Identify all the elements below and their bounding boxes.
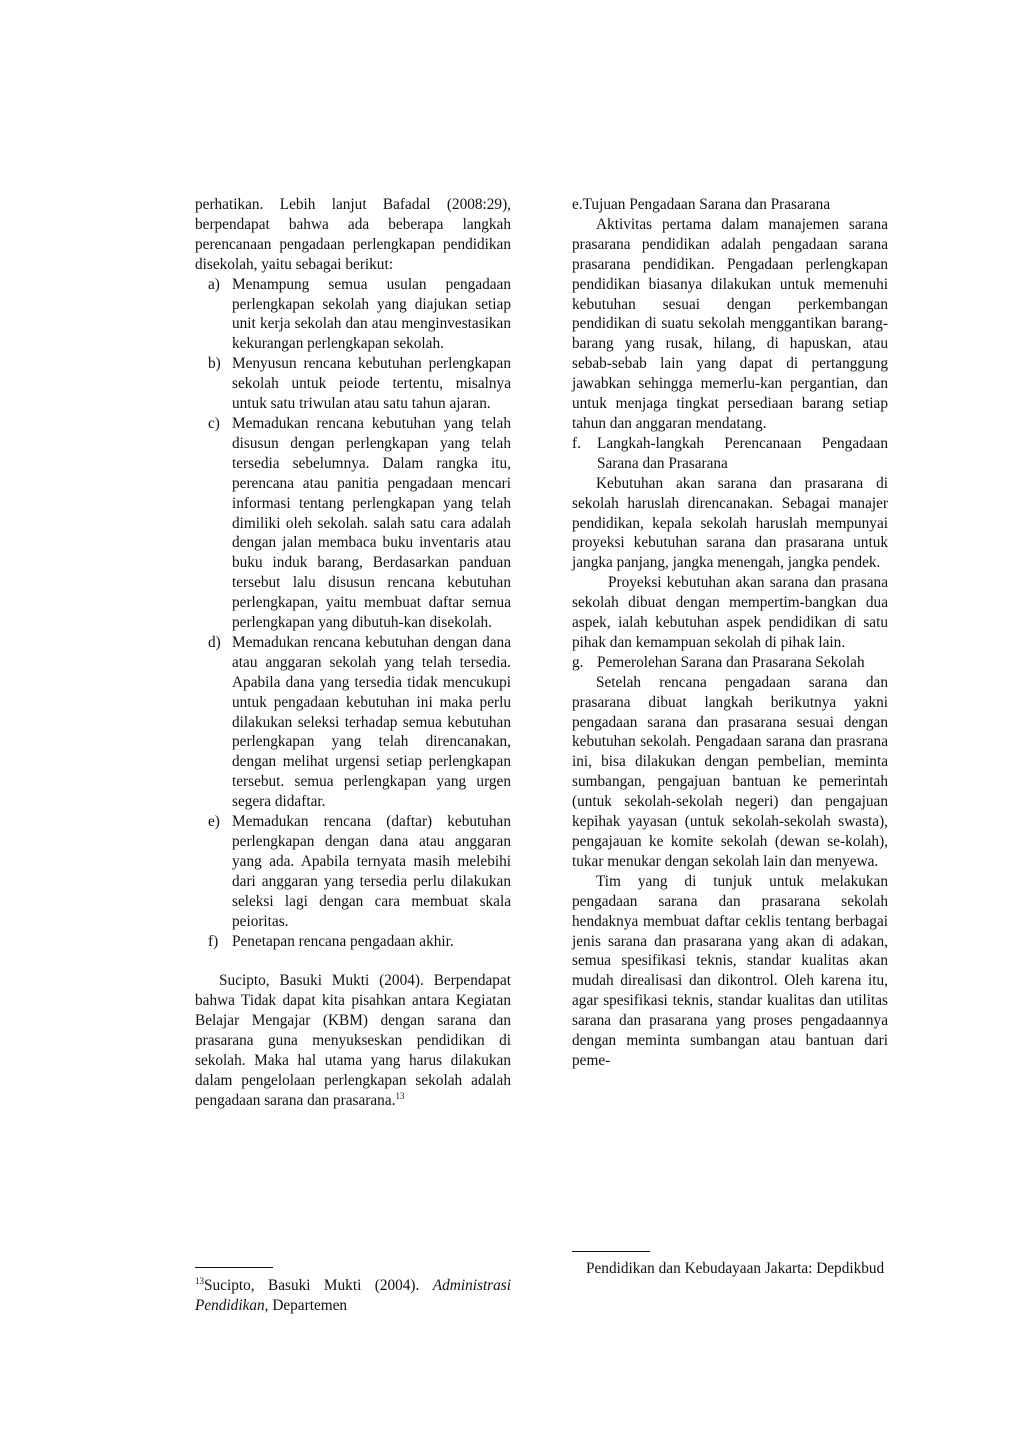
footnote-separator bbox=[572, 1251, 650, 1252]
list-item bbox=[195, 414, 511, 633]
left-column bbox=[195, 195, 511, 1111]
heading-text: Langkah-langkah Perencanaan Pengadaan Sarana dan Prasarana bbox=[597, 434, 888, 472]
list-marker: a) bbox=[208, 275, 220, 293]
list-item bbox=[195, 275, 511, 355]
list-marker: d) bbox=[208, 633, 221, 651]
footnote-continuation bbox=[586, 1259, 888, 1279]
list-item-text: Memadukan rencana kebutuhan yang telah disusun dengan perlengkapan yang telah tersedia sebelumnya. Dalam rangka itu, perencana atau panitia pengadaan mencari informasi tentang perlengkapan yang telah dimiliki oleh sekolah. salah satu cara adalah dengan jalan membaca buku inventaris atau buku induk barang, Berdasarkan panduan tersebut lalu disusun rencana kebutuhan perlengkapan, yaitu membuat daftar semua perlengkapan yang dibutuh-kan disekolah. bbox=[232, 414, 511, 632]
heading-text: Pemerolehan Sarana dan Prasarana Sekolah bbox=[597, 653, 865, 671]
list-marker: c) bbox=[208, 414, 220, 432]
section-f-paragraph-2: Proyeksi kebutuhan akan sarana dan prasana sekolah dibuat dengan mempertim-bangkan dua aspek, ialah kebutuhan aspek pendidikan di satu pihak dan kemampuan sekolah di pihak lain. bbox=[572, 574, 888, 651]
right-column bbox=[572, 195, 888, 1071]
list-marker: f) bbox=[208, 932, 219, 950]
section-g-paragraph-2: Tim yang di tunjuk untuk melakukan pengadaan sarana dan prasarana sekolah hendaknya membuat daftar ceklis tentang berbagai jenis sarana dan prasarana yang akan di adakan, semua spesifikasi teknis, standar kualitas akan mudah direalisasi dan dikontrol. Oleh karena itu, agar spesifikasi teknis, standar kualitas dan utilitas sarana dan prasarana yang proses pengadaannya dengan meminta sumbangan atau bantuan dari peme- bbox=[572, 872, 888, 1069]
intro-paragraph: perhatikan. Lebih lanjut Bafadal (2008:29), berpendapat bahwa ada beberapa langkah perencanaan pengadaan perlengkapan pendidikan disekolah, yaitu sebagai berikut: bbox=[195, 196, 511, 273]
list-item-text: Penetapan rencana pengadaan akhir. bbox=[232, 932, 454, 950]
list-item bbox=[195, 633, 511, 812]
footnote-number: 13 bbox=[195, 1275, 204, 1286]
section-heading-e: e.Tujuan Pengadaan Sarana dan Prasarana bbox=[572, 196, 831, 213]
heading-marker: g. bbox=[572, 653, 584, 671]
closing-text: Sucipto, Basuki Mukti (2004). Berpendapat bahwa Tidak dapat kita pisahkan antara Kegiatan Belajar Mengajar (KBM) dengan sarana dan prasarana guna menyukseskan pendidikan di sekolah. Maka hal utama yang harus dilakukan dalam pengelolaan perlengkapan sekolah adalah pengadaan sarana dan prasarana. bbox=[195, 972, 511, 1109]
footnote bbox=[195, 1276, 511, 1316]
footnote-separator bbox=[195, 1267, 273, 1268]
footnote-title: Administrasi Pendidikan bbox=[195, 1277, 511, 1314]
list-item bbox=[195, 354, 511, 414]
heading-marker: f. bbox=[572, 434, 581, 452]
footnote-reference: 13 bbox=[395, 1090, 405, 1101]
footnote-author: Sucipto, Basuki Mukti (2004). bbox=[204, 1277, 420, 1294]
list-marker: b) bbox=[208, 355, 221, 373]
footnote-publisher: , Departemen bbox=[264, 1296, 348, 1314]
section-heading-f bbox=[572, 434, 888, 474]
footnote-paragraph bbox=[195, 1276, 511, 1316]
list-item-text: Memadukan rencana kebutuhan dengan dana atau anggaran sekolah yang telah tersedia. Apabila dana yang tersedia tidak mencukupi untuk pengadaan kebutuhan ini maka perlu dilakukan seleksi terhadap semua kebutuhan perlengkapan yang telah direncanakan, dengan melihat urgensi setiap perlengkapan tersebut. semua perlengkapan yang urgen segera didaftar. bbox=[232, 633, 511, 811]
list-item-text: Memadukan rencana (daftar) kebutuhan perlengkapan dengan dana atau anggaran yang ada. Apabila ternyata masih melebihi dari anggaran yang tersedia perlu dilakukan seleksi lagi dengan cara membuat skala peioritas. bbox=[232, 813, 511, 930]
section-heading-g bbox=[572, 653, 888, 673]
footnote-continuation-text: Pendidikan dan Kebudayaan Jakarta: Depdikbud bbox=[586, 1260, 885, 1277]
closing-paragraph bbox=[195, 971, 511, 1110]
section-g-paragraph-1: Setelah rencana pengadaan sarana dan prasarana dibuat langkah berikutnya yakni pengadaan sarana dan prasarana sesuai dengan kebutuhan sekolah. Pengadaan sarana dan prasrana ini, bisa dilakukan dengan pembelian, meminta sumbangan, pengajuan bantuan ke pemerintah (untuk sekolah-sekolah negeri) dan pengajuan kepihak yayasan (untuk sekolah-sekolah swasta), pengajauan ke komite sekolah (dewan se-kolah), tukar menukar dengan sekolah lain dan menyewa. bbox=[572, 673, 888, 870]
section-f-paragraph-1: Kebutuhan akan sarana dan prasarana di sekolah haruslah direncanakan. Sebagai manajer pendidikan, kepala sekolah haruslah mempunyai proyeksi kebutuhan sarana dan prasarana untuk jangka panjang, jangka menengah, jangka pendek. bbox=[572, 474, 888, 572]
list-item bbox=[195, 812, 511, 931]
section-e-paragraph: Aktivitas pertama dalam manajemen sarana prasarana pendidikan adalah pengadaan sarana prasarana pendidikan. Pengadaan perlengkapan pendidikan biasanya dilakukan untuk memenuhi kebutuhan sesuai dengan perkembangan pendidikan di suatu sekolah menggantikan barang-barang yang rusak, hilang, di hapuskan, atau sebab-sebab lain yang dapat di pertanggung jawabkan sehingga memerlu-kan pergantian, dan untuk menjaga tingkat persediaan barang setiap tahun dan anggaran mendatang. bbox=[572, 215, 888, 432]
list-item-text: Menyusun rencana kebutuhan perlengkapan sekolah untuk peiode tertentu, misalnya untuk satu triwulan atau satu tahun ajaran. bbox=[232, 355, 511, 413]
list-item bbox=[195, 932, 511, 952]
paragraph-gap bbox=[195, 951, 511, 971]
list-marker: e) bbox=[208, 813, 220, 831]
list-item-text: Menampung semua usulan pengadaan perlengkapan sekolah yang diajukan setiap unit kerja sekolah dan atau menginvestasikan kekurangan perlengkapan sekolah. bbox=[232, 275, 511, 353]
planning-steps-list bbox=[195, 275, 511, 952]
